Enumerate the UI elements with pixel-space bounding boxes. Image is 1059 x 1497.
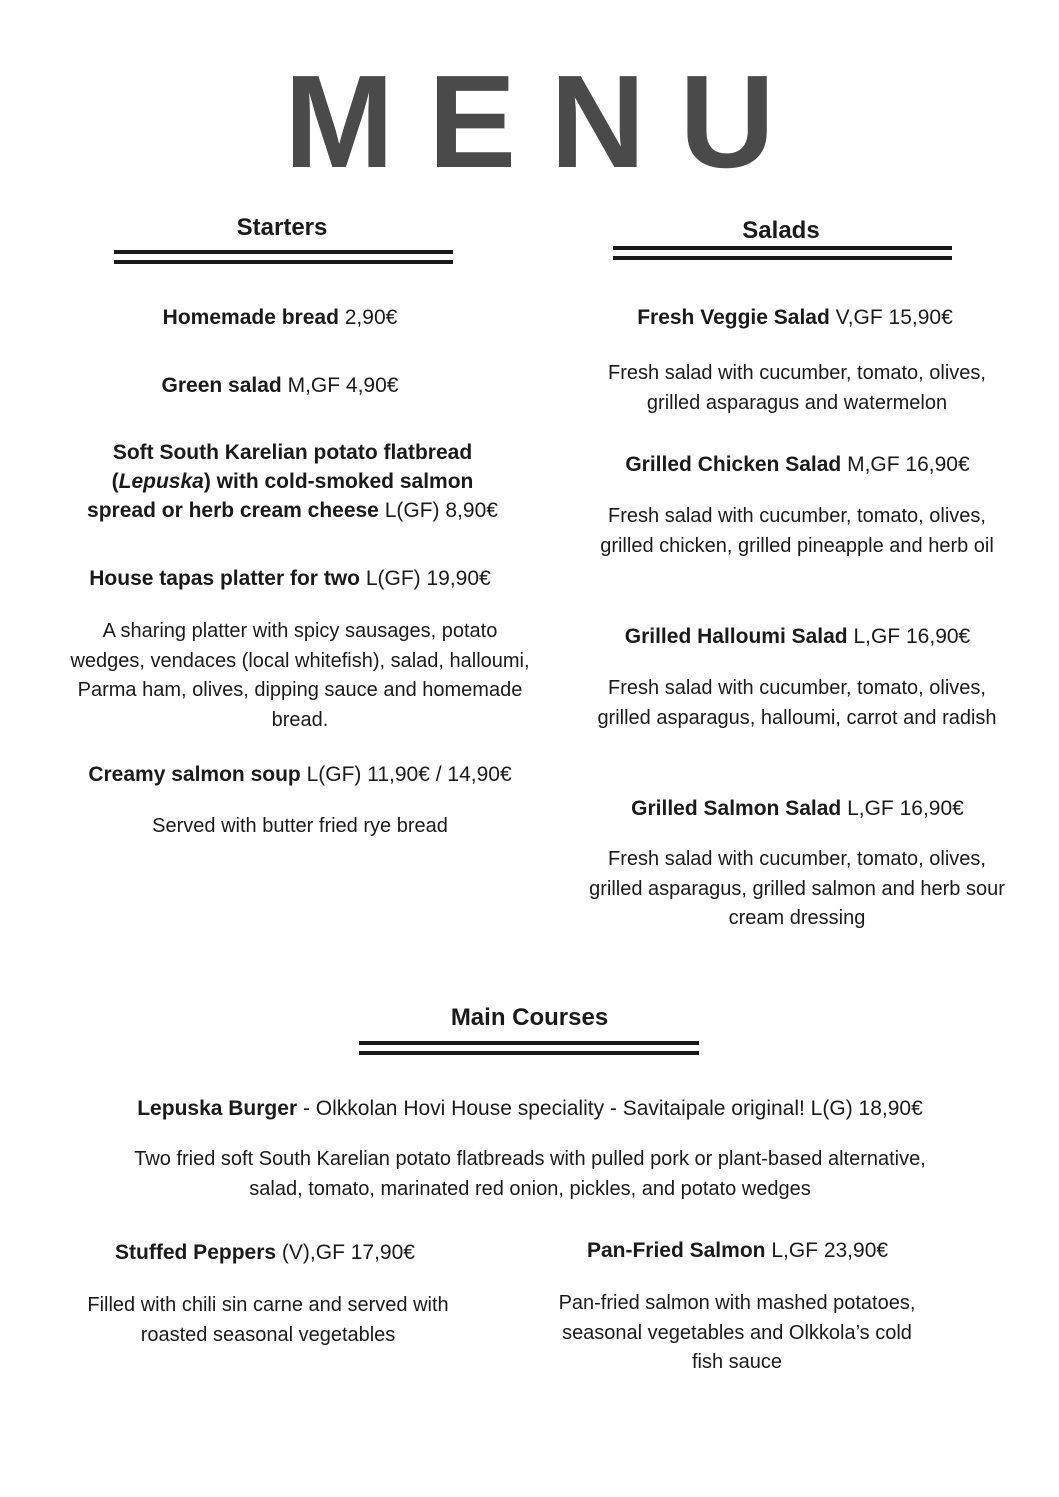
item-description: Pan-fried salmon with mashed potatoes, seasonal vegetables and Olkkola’s cold fish sauce <box>558 1292 916 1373</box>
item-price: L,GF 23,90€ <box>771 1239 889 1262</box>
item-name: Lepuska Burger <box>137 1097 298 1120</box>
main-item-peppers <box>40 1238 490 1267</box>
item-price: (V),GF 17,90€ <box>281 1241 415 1264</box>
item-name: Soft South Karelian potato flatbread (Lepuska) with cold-smoked salmon spread or herb cream cheese <box>87 441 474 522</box>
item-description: Served with butter fried rye bread <box>152 815 448 837</box>
item-name: Pan-Fried Salmon <box>586 1239 766 1262</box>
salad-item <box>560 303 1030 332</box>
item-name: Green salad <box>161 374 282 397</box>
starter-item <box>40 760 560 789</box>
mains-heading: Main Courses <box>450 1004 609 1031</box>
item-description: Two fried soft South Karelian potato flatbreads with pulled pork or plant-based alternative, salad, tomato, marinated red onion, pickles, and potato wedges <box>134 1148 926 1200</box>
salad-item <box>560 450 1035 479</box>
item-description: Fresh salad with cucumber, tomato, olives, grilled chicken, grilled pineapple and herb oil <box>600 505 994 557</box>
starter-item <box>40 438 545 525</box>
main-item-salmon <box>535 1236 940 1265</box>
item-price: V,GF 15,90€ <box>835 306 953 329</box>
item-price: L(GF) 19,90€ <box>365 567 491 590</box>
item-price: 2,90€ <box>344 306 398 329</box>
item-name: Grilled Halloumi Salad <box>624 625 848 648</box>
starters-heading: Starters <box>236 214 328 241</box>
menu-title: MENU <box>284 48 809 195</box>
item-price: L,GF 16,90€ <box>853 625 971 648</box>
item-description: Fresh salad with cucumber, tomato, olives, grilled asparagus and watermelon <box>608 362 986 414</box>
item-description: Fresh salad with cucumber, tomato, olives, grilled asparagus, grilled salmon and herb sour cream dressing <box>589 848 1005 929</box>
item-description: A sharing platter with spicy sausages, potato wedges, vendaces (local whitefish), salad, halloumi, Parma ham, olives, dipping sauce and homemade bread. <box>70 620 530 731</box>
item-price: M,GF 4,90€ <box>287 374 399 397</box>
item-name: Grilled Salmon Salad <box>631 797 842 820</box>
item-detail: - Olkkolan Hovi House speciality - Savitaipale original! L(G) 18,90€ <box>297 1097 923 1120</box>
item-name: Stuffed Peppers <box>115 1241 277 1264</box>
salads-divider <box>613 246 952 260</box>
item-name: Fresh Veggie Salad <box>637 306 830 329</box>
salad-item <box>560 794 1035 823</box>
item-description: Filled with chili sin carne and served with roasted seasonal vegetables <box>87 1294 449 1346</box>
starters-divider <box>114 250 453 264</box>
starter-item <box>40 564 540 593</box>
item-price: M,GF 16,90€ <box>847 453 970 476</box>
starter-item <box>40 371 520 400</box>
salads-heading: Salads <box>742 217 820 244</box>
item-price: L(GF) 11,90€ / 14,90€ <box>306 763 512 786</box>
mains-divider <box>359 1041 699 1055</box>
item-name: House tapas platter for two <box>89 567 360 590</box>
main-item-burger <box>30 1094 1030 1123</box>
item-price: L(GF) 8,90€ <box>384 499 498 522</box>
item-price: L,GF 16,90€ <box>847 797 964 820</box>
item-name: Creamy salmon soup <box>88 763 301 786</box>
item-name: Homemade bread <box>162 306 339 329</box>
item-description: Fresh salad with cucumber, tomato, olives, grilled asparagus, halloumi, carrot and radish <box>597 677 997 729</box>
item-name: Grilled Chicken Salad <box>625 453 842 476</box>
starter-item <box>40 303 520 332</box>
salad-item <box>560 622 1035 651</box>
